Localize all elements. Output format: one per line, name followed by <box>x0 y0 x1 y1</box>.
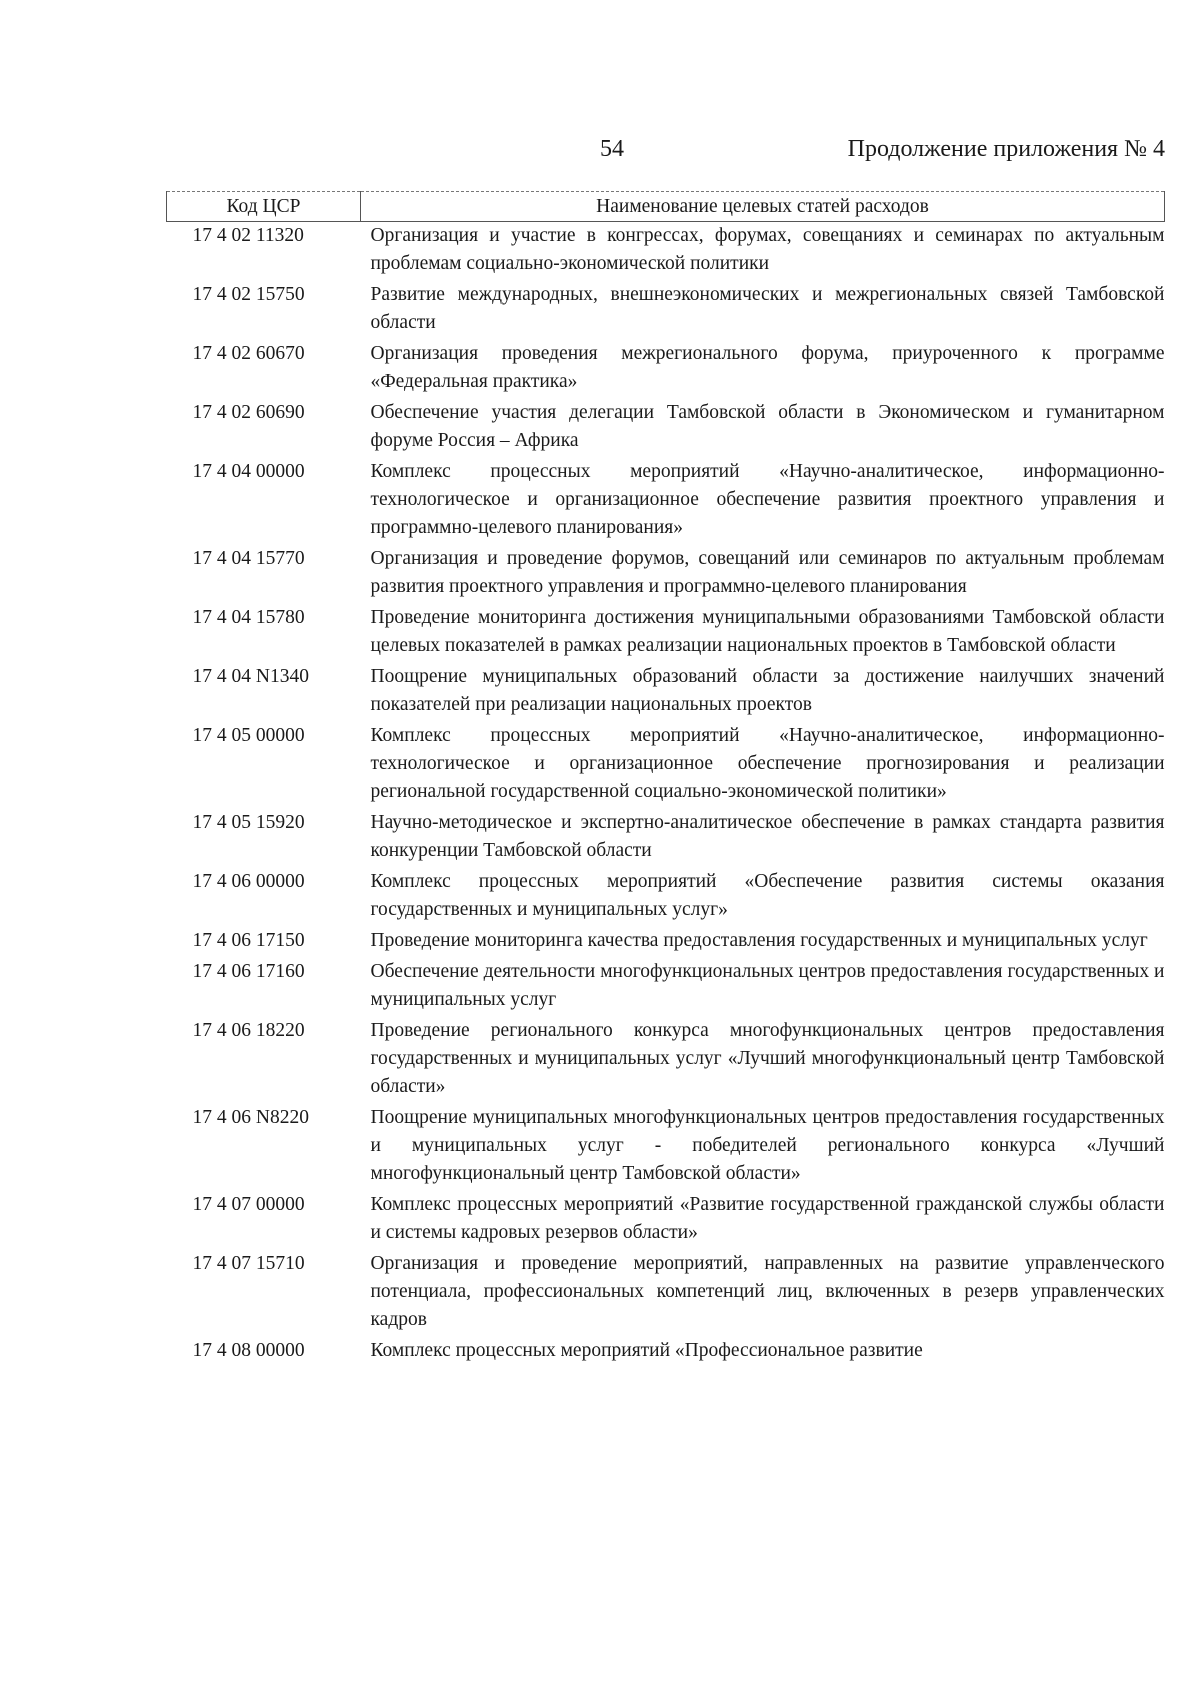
row-code: 17 4 02 60690 <box>192 402 305 423</box>
row-name: Развитие международных, внешнеэкономических и межрегиональных связей Тамбовской области <box>370 284 1165 333</box>
table-row <box>167 958 1165 1017</box>
row-code: 17 4 07 00000 <box>192 1194 305 1215</box>
page-header <box>170 136 1165 176</box>
row-code: 17 4 04 15780 <box>192 607 305 628</box>
row-code: 17 4 02 15750 <box>192 284 305 305</box>
table-row <box>167 663 1165 722</box>
row-code: 17 4 02 11320 <box>192 225 304 246</box>
row-name: Проведение мониторинга достижения муниципальными образованиями Тамбовской области целевых показателей в рамках реализации национальных проектов в Тамбовской области <box>370 607 1165 656</box>
row-name: Обеспечение деятельности многофункциональных центров предоставления государственных и муниципальных услуг <box>370 961 1165 1010</box>
row-name: Комплекс процессных мероприятий «Научно-аналитическое, информационно-технологическое и организационное обеспечение развития проектного управления и программно-целевого планирования» <box>370 461 1165 538</box>
row-name: Проведение регионального конкурса многофункциональных центров предоставления государственных и муниципальных услуг «Лучший многофункциональный центр Тамбовской области» <box>370 1020 1165 1097</box>
table-row <box>167 927 1165 958</box>
table-body <box>167 222 1165 1369</box>
appendix-continuation-label: Продолжение приложения № 4 <box>847 136 1165 162</box>
column-header-code: Код ЦСР <box>167 192 361 222</box>
row-name: Комплекс процессных мероприятий «Развитие государственной гражданской службы области и системы кадровых резервов области» <box>370 1194 1165 1243</box>
row-name: Комплекс процессных мероприятий «Профессиональное развитие <box>370 1340 923 1361</box>
row-name: Комплекс процессных мероприятий «Научно-аналитическое, информационно-технологическое и организационное обеспечение прогнозирования и реализации региональной государственной социально-экономической политики» <box>370 725 1165 802</box>
row-name: Организация проведения межрегионального форума, приуроченного к программе «Федеральная практика» <box>370 343 1165 392</box>
column-header-name: Наименование целевых статей расходов <box>361 192 1165 222</box>
row-code: 17 4 04 00000 <box>192 461 305 482</box>
row-code: 17 4 05 15920 <box>192 812 305 833</box>
table-row <box>167 545 1165 604</box>
table-row <box>167 458 1165 545</box>
table-header <box>167 192 1165 222</box>
page-number: 54 <box>600 136 624 162</box>
table-header-row <box>167 192 1165 222</box>
row-code: 17 4 06 17160 <box>192 961 305 982</box>
row-code: 17 4 06 17150 <box>192 930 305 951</box>
table-row <box>167 281 1165 340</box>
table-row <box>167 222 1165 282</box>
table-row <box>167 722 1165 809</box>
table-row <box>167 604 1165 663</box>
row-code: 17 4 06 00000 <box>192 871 305 892</box>
row-code: 17 4 06 N8220 <box>192 1107 309 1128</box>
row-name: Научно-методическое и экспертно-аналитическое обеспечение в рамках стандарта развития конкуренции Тамбовской области <box>370 812 1165 861</box>
row-code: 17 4 05 00000 <box>192 725 305 746</box>
row-code: 17 4 02 60670 <box>192 343 305 364</box>
row-name: Поощрение муниципальных многофункциональных центров предоставления государственных и муниципальных услуг - победителей регионального конкурса «Лучший многофункциональный центр Тамбовской области» <box>370 1107 1165 1184</box>
row-name: Организация и участие в конгрессах, форумах, совещаниях и семинарах по актуальным проблемам социально-экономической политики <box>370 225 1165 274</box>
table-row <box>167 809 1165 868</box>
row-code: 17 4 07 15710 <box>192 1253 305 1274</box>
row-code: 17 4 08 00000 <box>192 1340 305 1361</box>
row-name: Организация и проведение форумов, совещаний или семинаров по актуальным проблемам развития проектного управления и программно-целевого планирования <box>370 548 1165 597</box>
table-row <box>167 1250 1165 1337</box>
table-row <box>167 340 1165 399</box>
table-row <box>167 1017 1165 1104</box>
expense-items-table <box>166 191 1165 1368</box>
row-name: Организация и проведение мероприятий, направленных на развитие управленческого потенциала, профессиональных компетенций лиц, включенных в резерв управленческих кадров <box>370 1253 1165 1330</box>
row-name: Обеспечение участия делегации Тамбовской области в Экономическом и гуманитарном форуме Россия – Африка <box>370 402 1165 451</box>
table-row <box>167 399 1165 458</box>
row-name: Поощрение муниципальных образований области за достижение наилучших значений показателей при реализации национальных проектов <box>370 666 1165 715</box>
table-row <box>167 1104 1165 1191</box>
table-row <box>167 868 1165 927</box>
row-name: Проведение мониторинга качества предоставления государственных и муниципальных услуг <box>370 930 1148 951</box>
table-row <box>167 1337 1165 1368</box>
table-row <box>167 1191 1165 1250</box>
row-code: 17 4 04 15770 <box>192 548 305 569</box>
row-code: 17 4 06 18220 <box>192 1020 305 1041</box>
row-name: Комплекс процессных мероприятий «Обеспечение развития системы оказания государственных и муниципальных услуг» <box>370 871 1165 920</box>
row-code: 17 4 04 N1340 <box>192 666 309 687</box>
